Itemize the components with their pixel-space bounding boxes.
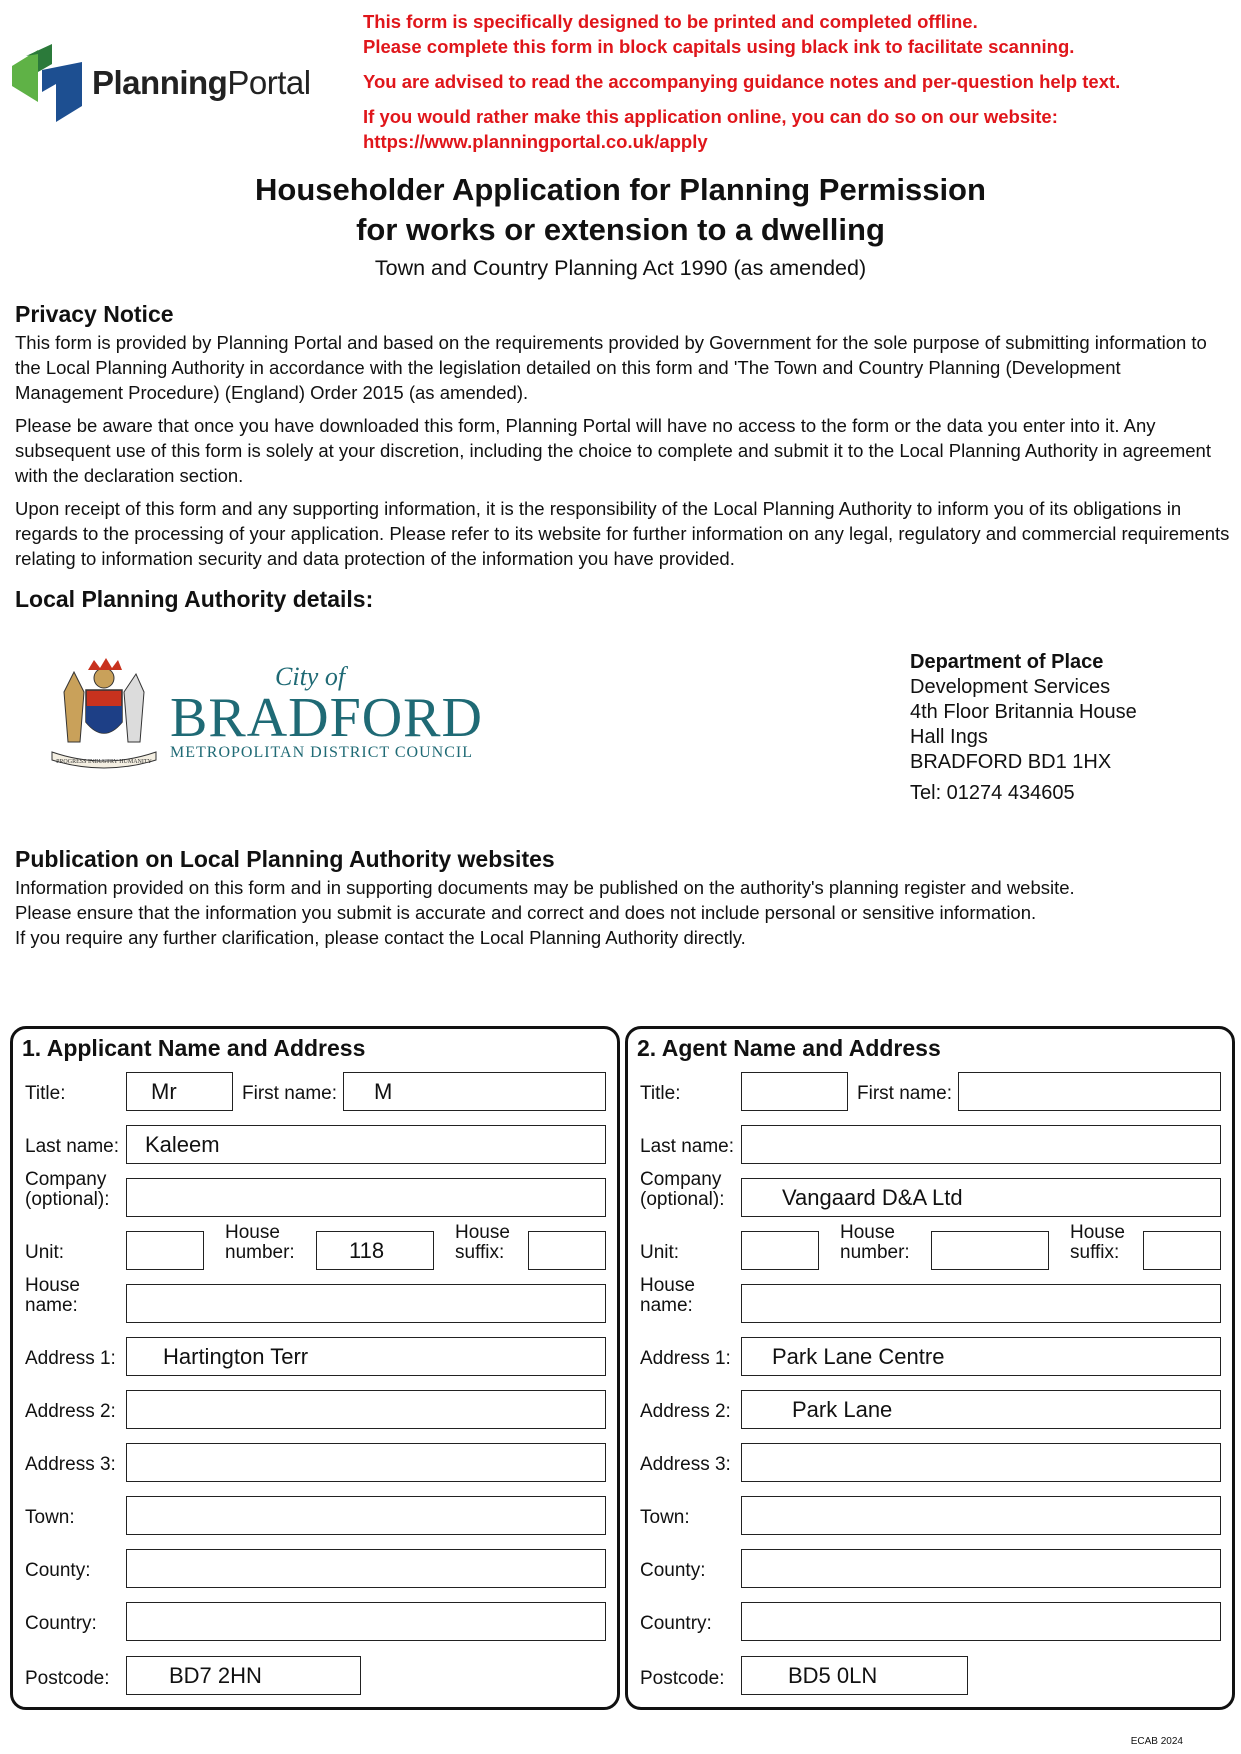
logo-wordmark: PlanningPortal <box>92 64 311 101</box>
council-subtitle: METROPOLITAN DISTRICT COUNCIL <box>170 744 473 761</box>
house-suffix-label: House suffix: <box>455 1222 510 1263</box>
address1-label: Address 1: <box>25 1348 116 1369</box>
house-name-label: House name: <box>640 1275 695 1316</box>
applicant-company-field[interactable] <box>126 1178 606 1217</box>
publication-line-2: Please ensure that the information you submit is accurate and correct and does not include personal or sensitive information. <box>15 902 1037 923</box>
unit-label: Unit: <box>640 1242 680 1263</box>
lpa-address-line: 4th Floor Britannia House <box>910 701 1137 723</box>
coat-of-arms-icon <box>44 652 164 772</box>
first-name-label: First name: <box>857 1083 953 1104</box>
motto-text: PROGRESS INDUSTRY HUMANITY <box>56 759 152 765</box>
agent-county-field[interactable] <box>741 1549 1221 1588</box>
applicant-house-suffix-field[interactable] <box>528 1231 606 1270</box>
unit-label: Unit: <box>25 1242 65 1263</box>
title-label: Title: <box>25 1083 66 1104</box>
address2-label: Address 2: <box>25 1401 116 1422</box>
postcode-label: Postcode: <box>25 1668 110 1689</box>
page-title-line2: for works or extension to a dwelling <box>356 212 885 247</box>
notice-online: If you would rather make this application online, you can do so on our website: <box>363 106 1058 127</box>
lpa-address <box>910 650 1137 806</box>
agent-section <box>625 1026 1235 1710</box>
town-label: Town: <box>640 1507 690 1528</box>
lpa-heading: Local Planning Authority details: <box>15 586 374 612</box>
page-subtitle: Town and Country Planning Act 1990 (as amended) <box>374 256 867 280</box>
agent-house-number-field[interactable] <box>931 1231 1049 1270</box>
applicant-postcode-field[interactable]: BD7 2HN <box>126 1656 361 1695</box>
agent-house-name-field[interactable] <box>741 1284 1221 1323</box>
notice-block-capitals: Please complete this form in block capitals using black ink to facilitate scanning. <box>363 36 1075 57</box>
company-label: Company (optional): <box>25 1169 110 1210</box>
lpa-address-line: Development Services <box>910 676 1111 698</box>
applicant-unit-field[interactable] <box>126 1231 204 1270</box>
applicant-last-name-field[interactable]: Kaleem <box>126 1125 606 1164</box>
applicant-country-field[interactable] <box>126 1602 606 1641</box>
applicant-first-name-field[interactable]: M <box>343 1072 606 1111</box>
publication-line-1: Information provided on this form and in supporting documents may be published on the authority's planning register and website. <box>15 877 1075 898</box>
agent-title-field[interactable] <box>741 1072 848 1111</box>
town-label: Town: <box>25 1507 75 1528</box>
applicant-title-field[interactable]: Mr <box>126 1072 233 1111</box>
last-name-label: Last name: <box>640 1136 734 1157</box>
page-title: Householder Application for Planning Permission <box>255 172 986 207</box>
council-wordmark <box>170 662 483 762</box>
title-label: Title: <box>640 1083 681 1104</box>
lpa-department: Department of Place <box>910 651 1104 673</box>
notice-guidance: You are advised to read the accompanying guidance notes and per-question help text. <box>363 71 1121 92</box>
house-number-label: House number: <box>225 1222 295 1263</box>
postcode-label: Postcode: <box>640 1668 725 1689</box>
notice-offline: This form is specifically designed to be printed and completed offline. <box>363 11 978 32</box>
planning-portal-logo <box>12 44 311 122</box>
applicant-address2-field[interactable] <box>126 1390 606 1429</box>
agent-address1-field[interactable]: Park Lane Centre <box>741 1337 1221 1376</box>
applicant-address3-field[interactable] <box>126 1443 606 1482</box>
county-label: County: <box>640 1560 706 1581</box>
country-label: Country: <box>25 1613 97 1634</box>
agent-company-field[interactable]: Vangaard D&A Ltd <box>741 1178 1221 1217</box>
house-number-label: House number: <box>840 1222 910 1263</box>
company-label: Company (optional): <box>640 1169 725 1210</box>
address2-label: Address 2: <box>640 1401 731 1422</box>
privacy-heading: Privacy Notice <box>15 301 174 327</box>
agent-house-suffix-field[interactable] <box>1143 1231 1221 1270</box>
agent-unit-field[interactable] <box>741 1231 819 1270</box>
planning-portal-mark-icon <box>12 44 82 122</box>
agent-country-field[interactable] <box>741 1602 1221 1641</box>
county-label: County: <box>25 1560 91 1581</box>
address1-label: Address 1: <box>640 1348 731 1369</box>
applicant-county-field[interactable] <box>126 1549 606 1588</box>
council-name: BRADFORD <box>170 687 483 749</box>
agent-first-name-field[interactable] <box>958 1072 1221 1111</box>
privacy-paragraph-1: This form is provided by Planning Portal and based on the requirements provided by Government for the sole purpose of submitting information to the Local Planning Authority in accordance with the legislation detailed on this form and 'The Town and Country Planning (Development Management Procedure) (England) Order 2015 (as amended). <box>15 332 1207 403</box>
first-name-label: First name: <box>242 1083 338 1104</box>
privacy-paragraph-3: Upon receipt of this form and any supporting information, it is the responsibility of the Local Planning Authority to inform you of its obligations in regards to the processing of your application. Please refer to its website for further information on any legal, regulatory and commercial requirements relating to information security and data protection of the information you have provided. <box>15 498 1230 569</box>
lpa-address-line: Hall Ings <box>910 726 988 748</box>
agent-town-field[interactable] <box>741 1496 1221 1535</box>
agent-postcode-field[interactable]: BD5 0LN <box>741 1656 968 1695</box>
publication-heading: Publication on Local Planning Authority websites <box>15 846 555 872</box>
applicant-section <box>10 1026 620 1710</box>
notice-url[interactable]: https://www.planningportal.co.uk/apply <box>363 131 708 152</box>
privacy-paragraph-2: Please be aware that once you have downloaded this form, Planning Portal will have no access to the form or the data you enter into it. Any subsequent use of this form is solely at your discretion, including the choice to complete and submit it to the Local Planning Authority in agreement with the declaration section. <box>15 415 1211 486</box>
last-name-label: Last name: <box>25 1136 119 1157</box>
publication-line-3: If you require any further clarification, please contact the Local Planning Authority directly. <box>15 927 746 948</box>
agent-heading: 2. Agent Name and Address <box>637 1035 941 1061</box>
applicant-house-number-field[interactable]: 118 <box>316 1231 434 1270</box>
applicant-heading: 1. Applicant Name and Address <box>22 1035 366 1061</box>
agent-address2-field[interactable]: Park Lane <box>741 1390 1221 1429</box>
house-suffix-label: House suffix: <box>1070 1222 1125 1263</box>
applicant-town-field[interactable] <box>126 1496 606 1535</box>
council-city-of: City of <box>275 662 346 691</box>
form-code: ECAB 2024 <box>1130 1736 1183 1747</box>
council-logo <box>44 652 483 772</box>
lpa-telephone: Tel: 01274 434605 <box>910 782 1075 804</box>
agent-last-name-field[interactable] <box>741 1125 1221 1164</box>
house-name-label: House name: <box>25 1275 80 1316</box>
applicant-house-name-field[interactable] <box>126 1284 606 1323</box>
applicant-address1-field[interactable]: Hartington Terr <box>126 1337 606 1376</box>
country-label: Country: <box>640 1613 712 1634</box>
address3-label: Address 3: <box>25 1454 116 1475</box>
lpa-address-line: BRADFORD BD1 1HX <box>910 751 1112 773</box>
agent-address3-field[interactable] <box>741 1443 1221 1482</box>
address3-label: Address 3: <box>640 1454 731 1475</box>
